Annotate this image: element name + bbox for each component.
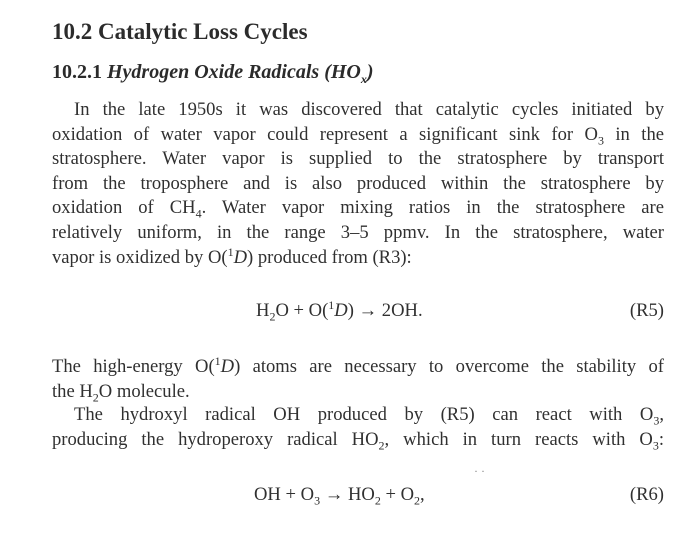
equation-r5-label: (R5) bbox=[629, 300, 664, 321]
section-heading bbox=[52, 19, 308, 45]
paragraph-1-line-4: from the troposphere and is also produced within the stratosphere by bbox=[52, 172, 664, 194]
subsection-title-text: Hydrogen Oxide Radicals $(HO_x)$ bbox=[107, 61, 374, 86]
paragraph-1-line-3: stratosphere. Water vapor is supplied to the stratosphere by transport bbox=[52, 148, 664, 170]
scan-specks: · · bbox=[474, 464, 485, 478]
equation-r5-expression: $H_2O + O(^1D) \to 2OH$. bbox=[256, 297, 423, 324]
paragraph-1-line-5: oxidation of $CH_4$. Water vapor mixing ratios in the stratosphere are bbox=[52, 197, 664, 222]
paragraph-3-line-2: producing the hydroperoxy radical $HO_2$, which in turn reacts with $O_3$: bbox=[52, 428, 664, 453]
section-title-text: Catalytic Loss Cycles bbox=[98, 19, 308, 44]
equation-r6-label: (R6) bbox=[629, 484, 664, 505]
paragraph-1 bbox=[52, 98, 664, 270]
paragraph-1-line-6: relatively uniform, in the range 3–5 ppmv. In the stratosphere, water bbox=[52, 221, 664, 243]
paragraph-2-line-1: The high-energy O($^1$D) atoms are necessary to overcome the stability of bbox=[52, 353, 664, 377]
paragraph-1-line-7: vapor is oxidized by O($^1$D) produced from (R3): bbox=[52, 244, 412, 268]
paragraph-1-line-2: oxidation of water vapor could represent a significant sink for $O_3$ in the bbox=[52, 123, 664, 148]
section-number: 10.2 bbox=[52, 19, 93, 44]
equation-r6-expression: OH + $O_3 \to HO_2 + O_2$, bbox=[254, 484, 425, 508]
subsection-number: 10.2.1 bbox=[52, 61, 102, 83]
paragraph-1-line-1: In the late 1950s it was discovered that catalytic cycles initiated by bbox=[74, 99, 664, 120]
paragraph-3 bbox=[52, 403, 664, 452]
paragraph-3-line-1: The hydroxyl radical OH produced by (R5) can react with $O_3$, bbox=[74, 404, 664, 428]
paragraph-2-line-2: the $H_2O$ molecule. bbox=[52, 380, 190, 405]
paragraph-2 bbox=[52, 355, 664, 404]
subsection-heading bbox=[52, 61, 374, 84]
